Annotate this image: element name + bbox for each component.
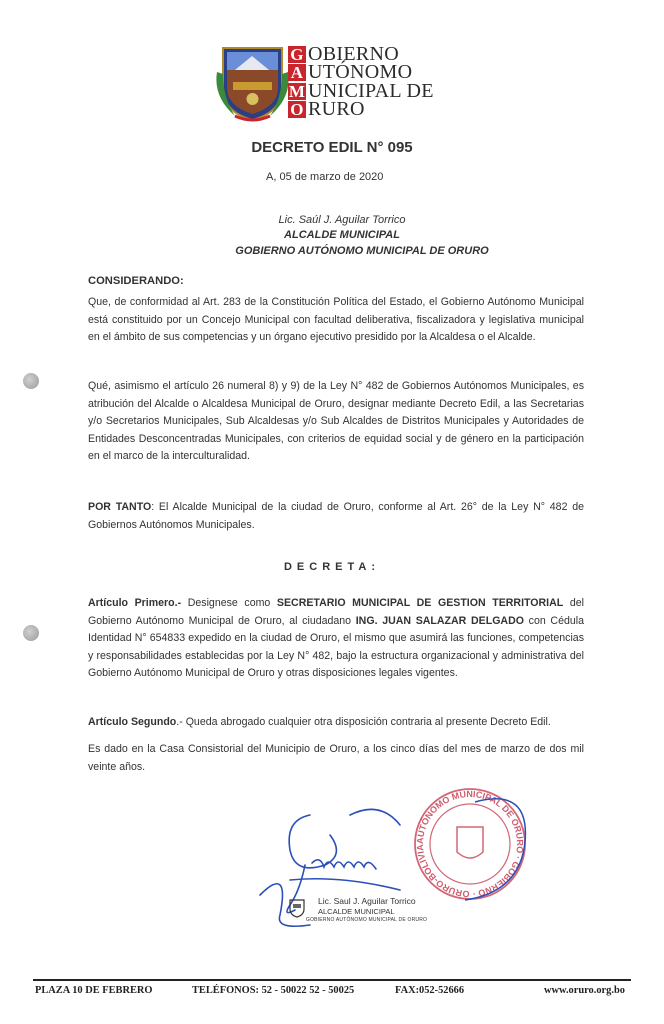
seal-text: AUTÓNOMO MUNICIPAL DE ORURO · GOBIERNO · ORURO-BOLIVIA <box>414 788 526 900</box>
brand-line-3: M UNICIPAL DE <box>288 79 434 102</box>
por-tanto-label: POR TANTO <box>88 501 152 513</box>
municipal-shield-logo <box>215 42 290 122</box>
decreta-heading: DECRETA: <box>283 561 380 573</box>
footer-phones: TELÉFONOS: 52 - 50022 52 - 50025 <box>192 985 355 996</box>
punch-hole <box>23 625 39 641</box>
article-second: Artículo Segundo.- Queda abrogado cualquier otra disposición contraria al presente Decreto Edil. <box>88 716 551 728</box>
footer-address: PLAZA 10 DE FEBRERO <box>35 985 153 996</box>
post-name: SECRETARIO MUNICIPAL DE GESTION TERRITORIAL <box>276 597 564 609</box>
brand-line-4: O RURO <box>288 100 434 119</box>
footer-divider <box>33 979 631 981</box>
stamp-role: ALCALDE MUNICIPAL <box>318 907 395 916</box>
stamp-shield-icon <box>288 898 306 918</box>
paragraph-2: Qué, asimismo el artículo 26 numeral 8) y 9) de la Ley N° 482 de Gobiernos Autónomos Municipales, es atribución del Alcalde o Alcaldesa Municipal de Oruro, designar mediante Decreto Edil, a las Secretarias y/o Secretarios Municipales, Sub Alcaldesas y/o Sub Alcaldes de Distritos Municipales y Autoridades de Entidades Desconcentradas Municipales, con criterios de equidad social y de género en la participación en el marco de la interculturalidad. <box>88 380 584 462</box>
appointee-name: ING. JUAN SALAZAR DELGADO <box>355 614 524 627</box>
considerando-heading: CONSIDERANDO: <box>88 275 184 287</box>
paragraph-por-tanto <box>88 499 584 534</box>
stamp-name: Lic. Saul J. Aguilar Torrico <box>318 896 416 906</box>
article-first: Artículo Primero.- Designese como SECRETARIO MUNICIPAL DE GESTION TERRITORIAL del Gobierno Autónomo Municipal de Oruro, al ciudadano ING. JUAN SALAZAR DELGADO con Cédula Identidad N° 654833 expedido en la ciudad de Oruro, el mismo que asumirá las funciones, competencias y responsabilidades establecidas por la Ley N° 482, bajo la estructura organizacional y administrativa del Gobierno Autónomo Municipal de Oruro y otras disposiciones legales vigentes. <box>88 597 584 679</box>
decree-date: A, 05 de marzo de 2020 <box>266 171 384 183</box>
brand-line-2: A UTÓNOMO <box>288 63 434 82</box>
article-first-label: Artículo Primero.- <box>88 597 182 609</box>
official-seal <box>405 782 535 907</box>
footer-fax: FAX:052-52666 <box>395 985 465 996</box>
signer-role: ALCALDE MUNICIPAL <box>284 229 400 241</box>
signer-org: GOBIERNO AUTÓNOMO MUNICIPAL DE ORURO <box>235 245 489 257</box>
signer-name: Lic. Saúl J. Aguilar Torrico <box>278 214 406 226</box>
brand-line-1: G OBIERNO <box>288 44 434 63</box>
footer-website: www.oruro.org.bo <box>544 985 625 996</box>
article-second-label: Artículo Segundo <box>88 716 177 728</box>
paragraph-1: Que, de conformidad al Art. 283 de la Constitución Política del Estado, el Gobierno Autónomo Municipal está constituido por un Concejo Municipal con facultad deliberativa, fiscalizadora y legislativa municipal en el ámbito de sus competencias y un órgano ejecutivo presidido por la Alcaldesa o el Alcalde. <box>88 296 584 343</box>
brand-wordmark <box>288 44 434 118</box>
punch-hole <box>23 373 39 389</box>
por-tanto-text: : El Alcalde Municipal de la ciudad de Oruro, conforme al Art. 26° de la Ley N° 482 de Gobiernos Autónomos Municipales. <box>88 501 584 531</box>
stamp-org: GOBIERNO AUTÓNOMO MUNICIPAL DE ORURO <box>306 917 428 923</box>
closing-paragraph: Es dado en la Casa Consistorial del Municipio de Oruro, a los cinco días del mes de marzo de dos mil veinte años. <box>88 743 584 773</box>
decree-title: DECRETO EDIL N° 095 <box>251 139 413 156</box>
